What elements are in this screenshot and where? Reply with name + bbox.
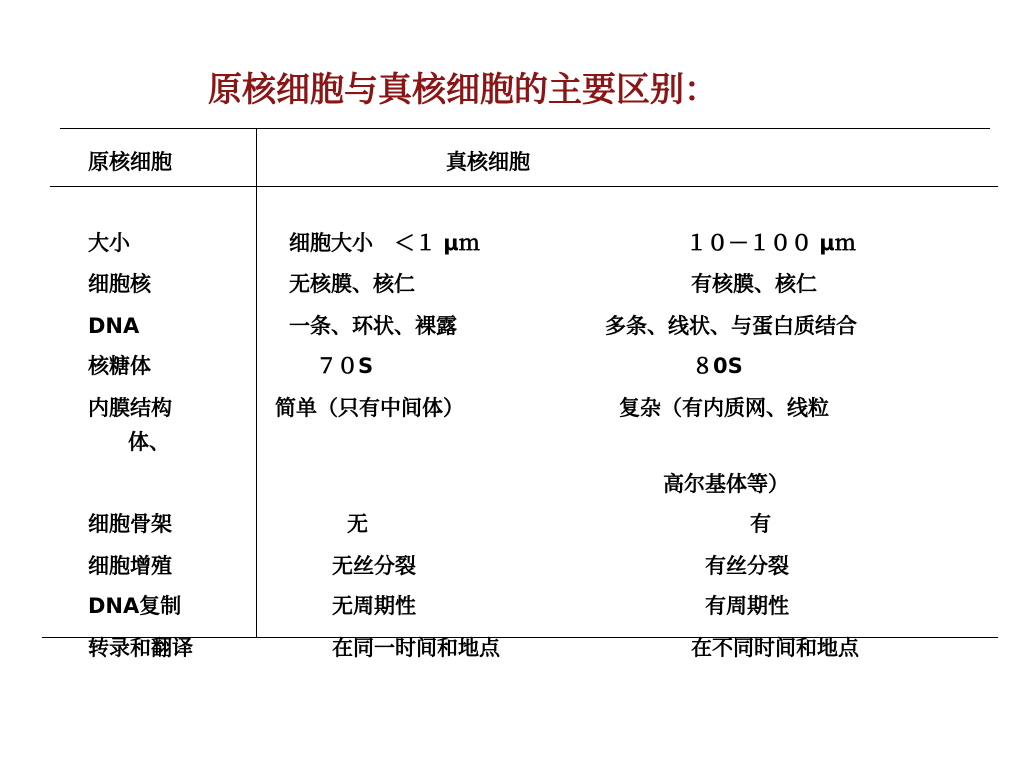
row-eukaryote-proliferation: 有丝分裂	[705, 554, 789, 578]
row-eukaryote-dna: 多条、线状、与蛋白质结合	[605, 314, 857, 338]
row-eukaryote-size: １０－１００ μｍ	[686, 231, 856, 255]
row-feature-dna: DNA	[88, 314, 140, 338]
row-eukaryote-ribosome: ８0S	[692, 354, 743, 378]
row-eukaryote-dna-replication: 有周期性	[705, 594, 789, 618]
row-prokaryote-proliferation: 无丝分裂	[332, 554, 416, 578]
row-feature-endomembrane: 内膜结构	[88, 396, 172, 420]
row-feature-cytoskeleton: 细胞骨架	[88, 512, 172, 536]
row-eukaryote-endomembrane: 复杂（有内质网、线粒	[619, 396, 829, 420]
table-top-border	[60, 128, 990, 129]
row-eukaryote-endomembrane-cont: 高尔基体等）	[663, 472, 789, 496]
row-eukaryote-transcription: 在不同时间和地点	[691, 636, 859, 660]
row-eukaryote-nucleus: 有核膜、核仁	[691, 272, 817, 296]
table-header-separator	[50, 186, 998, 187]
header-prokaryote: 原核细胞	[88, 150, 172, 174]
row-prokaryote-endomembrane: 简单（只有中间体）	[275, 396, 464, 420]
row-feature-endomembrane-cont: 体、	[128, 430, 170, 454]
row-prokaryote-cytoskeleton: 无	[347, 512, 368, 536]
row-prokaryote-nucleus: 无核膜、核仁	[289, 272, 415, 296]
row-eukaryote-cytoskeleton: 有	[750, 512, 771, 536]
row-feature-size: 大小	[88, 231, 130, 255]
header-eukaryote: 真核细胞	[446, 150, 530, 174]
row-feature-nucleus: 细胞核	[88, 272, 151, 296]
row-prokaryote-ribosome: ７０S	[316, 354, 374, 378]
row-feature-ribosome: 核糖体	[88, 354, 151, 378]
row-prokaryote-size: 细胞大小 ＜１ μｍ	[289, 231, 480, 255]
table-column-divider	[256, 128, 257, 638]
slide-title: 原核细胞与真核细胞的主要区别：	[208, 70, 718, 110]
row-feature-transcription: 转录和翻译	[88, 636, 193, 660]
row-feature-proliferation: 细胞增殖	[88, 554, 172, 578]
row-prokaryote-transcription: 在同一时间和地点	[332, 636, 500, 660]
row-feature-dna-replication: DNA复制	[88, 594, 182, 618]
row-prokaryote-dna: 一条、环状、裸露	[289, 314, 457, 338]
row-prokaryote-dna-replication: 无周期性	[332, 594, 416, 618]
